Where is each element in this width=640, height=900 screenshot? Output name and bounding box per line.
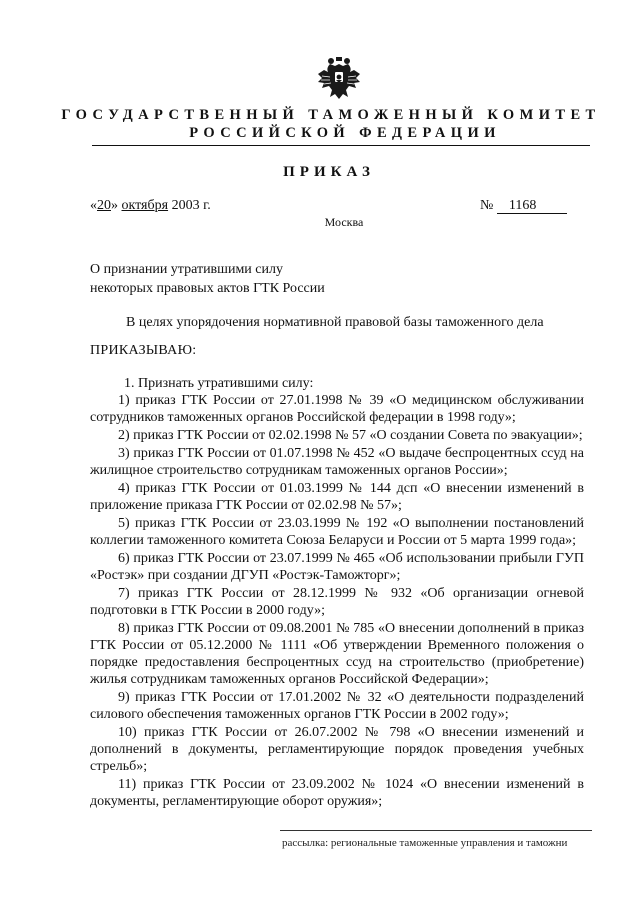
document-date (90, 198, 211, 214)
list-item: 9) приказ ГТК России от 17.01.2002 № 32 «О деятельности подразделений силового обеспечения таможенных органов ГТК России в 2002 году»; (90, 690, 584, 722)
list-item: 11) приказ ГТК России от 23.09.2002 № 1024 «О внесении изменений в документы, регламентирующие оборот оружия»; (90, 777, 584, 809)
date-open-quote: « (90, 198, 97, 213)
organization-name-line1: ГОСУДАРСТВЕННЫЙ ТАМОЖЕННЫЙ КОМИТЕТ (61, 107, 601, 123)
list-item: 2) приказ ГТК России от 02.02.1998 № 57 «О создании Совета по эвакуации»; (118, 428, 583, 443)
clause-1-heading: 1. Признать утратившими силу: (124, 376, 314, 391)
preamble: В целях упорядочения нормативной правовой базы таможенного дела (126, 315, 544, 330)
header-divider (92, 145, 590, 146)
subject-line2: некоторых правовых актов ГТК России (90, 281, 325, 296)
coat-of-arms-icon (316, 56, 362, 100)
list-item: 10) приказ ГТК России от 26.07.2002 № 798 «О внесении изменений и дополнений в документы, регламентирующие порядок проведения учебных стрельб»; (90, 725, 584, 774)
list-item: 6) приказ ГТК России от 23.07.1999 № 465 «Об использовании прибыли ГУП «Ростэк» при создании ДГУП «Ростэк-Таможторг»; (90, 551, 584, 583)
date-month: октября (121, 198, 169, 213)
list-item: 1) приказ ГТК России от 27.01.1998 № 39 «О медицинском обслуживании сотрудников таможенных органов Российской федерации в 1998 году»; (90, 393, 584, 425)
number-label: № (480, 198, 494, 213)
order-body (90, 375, 584, 810)
document-subject (90, 260, 370, 298)
order-word: ПРИКАЗЫВАЮ: (90, 343, 197, 358)
subject-line1: О признании утратившими силу (90, 262, 283, 277)
date-year: 2003 г. (171, 198, 211, 213)
document-title: ПРИКАЗ (283, 164, 375, 180)
footer-divider (280, 830, 592, 831)
organization-name-line2: РОССИЙСКОЙ ФЕДЕРАЦИИ (189, 125, 501, 141)
date-close-quote: » (111, 198, 118, 213)
document-number (480, 198, 567, 214)
list-item: 3) приказ ГТК России от 01.07.1998 № 452 «О выдаче беспроцентных ссуд на жилищное строительство сотрудникам таможенных органов России»; (90, 446, 584, 478)
date-day: 20 (97, 198, 111, 213)
list-item: 7) приказ ГТК России от 28.12.1999 № 932 «Об организации огневой подготовки в ГТК России в 2000 году»; (90, 586, 584, 618)
list-item: 5) приказ ГТК России от 23.03.1999 № 192 «О выполнении постановлений коллегии таможенного комитета Союза Беларуси и России от 5 марта 1999 года»; (90, 516, 584, 548)
document-city: Москва (324, 215, 364, 229)
number-value: 1168 (497, 199, 567, 214)
distribution-note: рассылка: региональные таможенные управления и таможни (282, 837, 568, 849)
list-item: 4) приказ ГТК России от 01.03.1999 № 144 дсп «О внесении изменений в приложение приказа ГТК России от 02.02.98 № 57»; (90, 481, 584, 513)
list-item: 8) приказ ГТК России от 09.08.2001 № 785 «О внесении дополнений в приказ ГТК России от 05.12.2000 № 1111 «Об утверждении Временного положения о порядке предоставления беспроцентных ссуд на строительство (приобретение) жилья сотрудникам таможенных органов Российской Федерации»; (90, 621, 584, 687)
